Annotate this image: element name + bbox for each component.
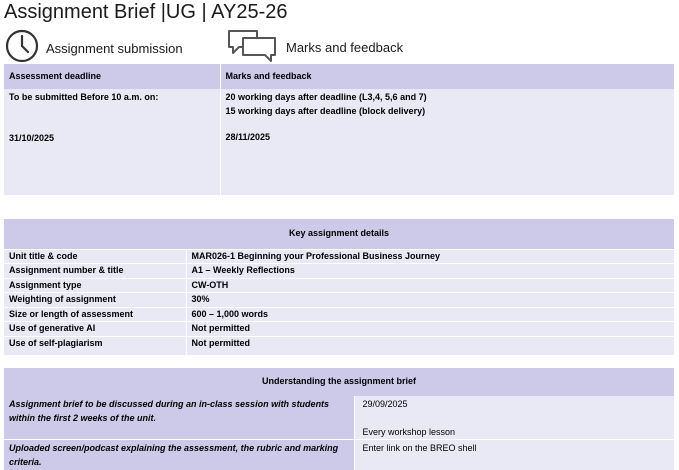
key-detail-label: Size or length of assessment	[4, 307, 186, 322]
discussion-date: 29/09/2025	[362, 399, 408, 409]
key-detail-row	[4, 307, 674, 322]
key-detail-row	[4, 249, 674, 264]
key-detail-value: Not permitted	[186, 322, 674, 337]
key-detail-row	[4, 322, 674, 337]
understanding-table	[4, 368, 674, 470]
discussion-label: Assignment brief to be discussed during an in-class session with students within the first 2 weeks of the unit.	[4, 396, 354, 440]
submission-label: Assignment submission	[46, 41, 183, 56]
feedback-header: Marks and feedback	[220, 64, 674, 89]
podcast-label: Uploaded screen/podcast explaining the assessment, the rubric and marking criteria.	[4, 440, 354, 470]
page-title: Assignment Brief |UG | AY25-26	[4, 1, 288, 23]
discussion-note: Every workshop lesson	[362, 426, 456, 437]
feedback-line-2: 15 working days after deadline (block delivery)	[225, 105, 426, 116]
deadline-cell	[4, 89, 220, 195]
key-detail-label: Assignment number & title	[4, 264, 186, 279]
key-details-heading: Key assignment details	[288, 228, 390, 238]
key-detail-row	[4, 336, 674, 350]
clock-icon	[5, 29, 39, 63]
key-detail-label: Use of generative AI	[4, 322, 186, 337]
key-detail-label: Assignment type	[4, 278, 186, 293]
deadline-date: 31/10/2025	[9, 132, 55, 143]
feedback-label: Marks and feedback	[286, 40, 404, 55]
key-detail-value: A1 – Weekly Reflections	[186, 264, 674, 279]
key-detail-value: Not permitted	[186, 336, 674, 350]
podcast-link[interactable]: Enter link on the BREO shell	[354, 440, 674, 470]
key-detail-label: Unit title & code	[4, 249, 186, 264]
feedback-cell	[220, 89, 674, 195]
submit-before-text: To be submitted Before 10 a.m. on:	[9, 92, 159, 102]
key-detail-label: Use of self-plagiarism	[4, 336, 186, 350]
key-detail-row	[4, 264, 674, 279]
key-details-table	[4, 219, 674, 355]
key-detail-value: 600 – 1,000 words	[186, 307, 674, 322]
chat-bubbles-icon	[227, 28, 279, 66]
key-detail-value: 30%	[186, 293, 674, 308]
understanding-heading: Understanding the assignment brief	[261, 376, 417, 387]
feedback-line-1: 20 working days after deadline (L3,4, 5,6 and 7)	[225, 92, 427, 102]
key-detail-value: CW-OTH	[186, 278, 674, 293]
deadline-header: Assessment deadline	[9, 70, 102, 81]
key-detail-label: Weighting of assignment	[4, 293, 186, 308]
key-detail-row	[4, 293, 674, 308]
discussion-value-cell	[354, 396, 674, 440]
deadline-table	[4, 64, 674, 195]
key-detail-value: MAR026-1 Beginning your Professional Business Journey	[186, 249, 674, 264]
key-detail-row	[4, 278, 674, 293]
feedback-date: 28/11/2025	[225, 132, 271, 142]
